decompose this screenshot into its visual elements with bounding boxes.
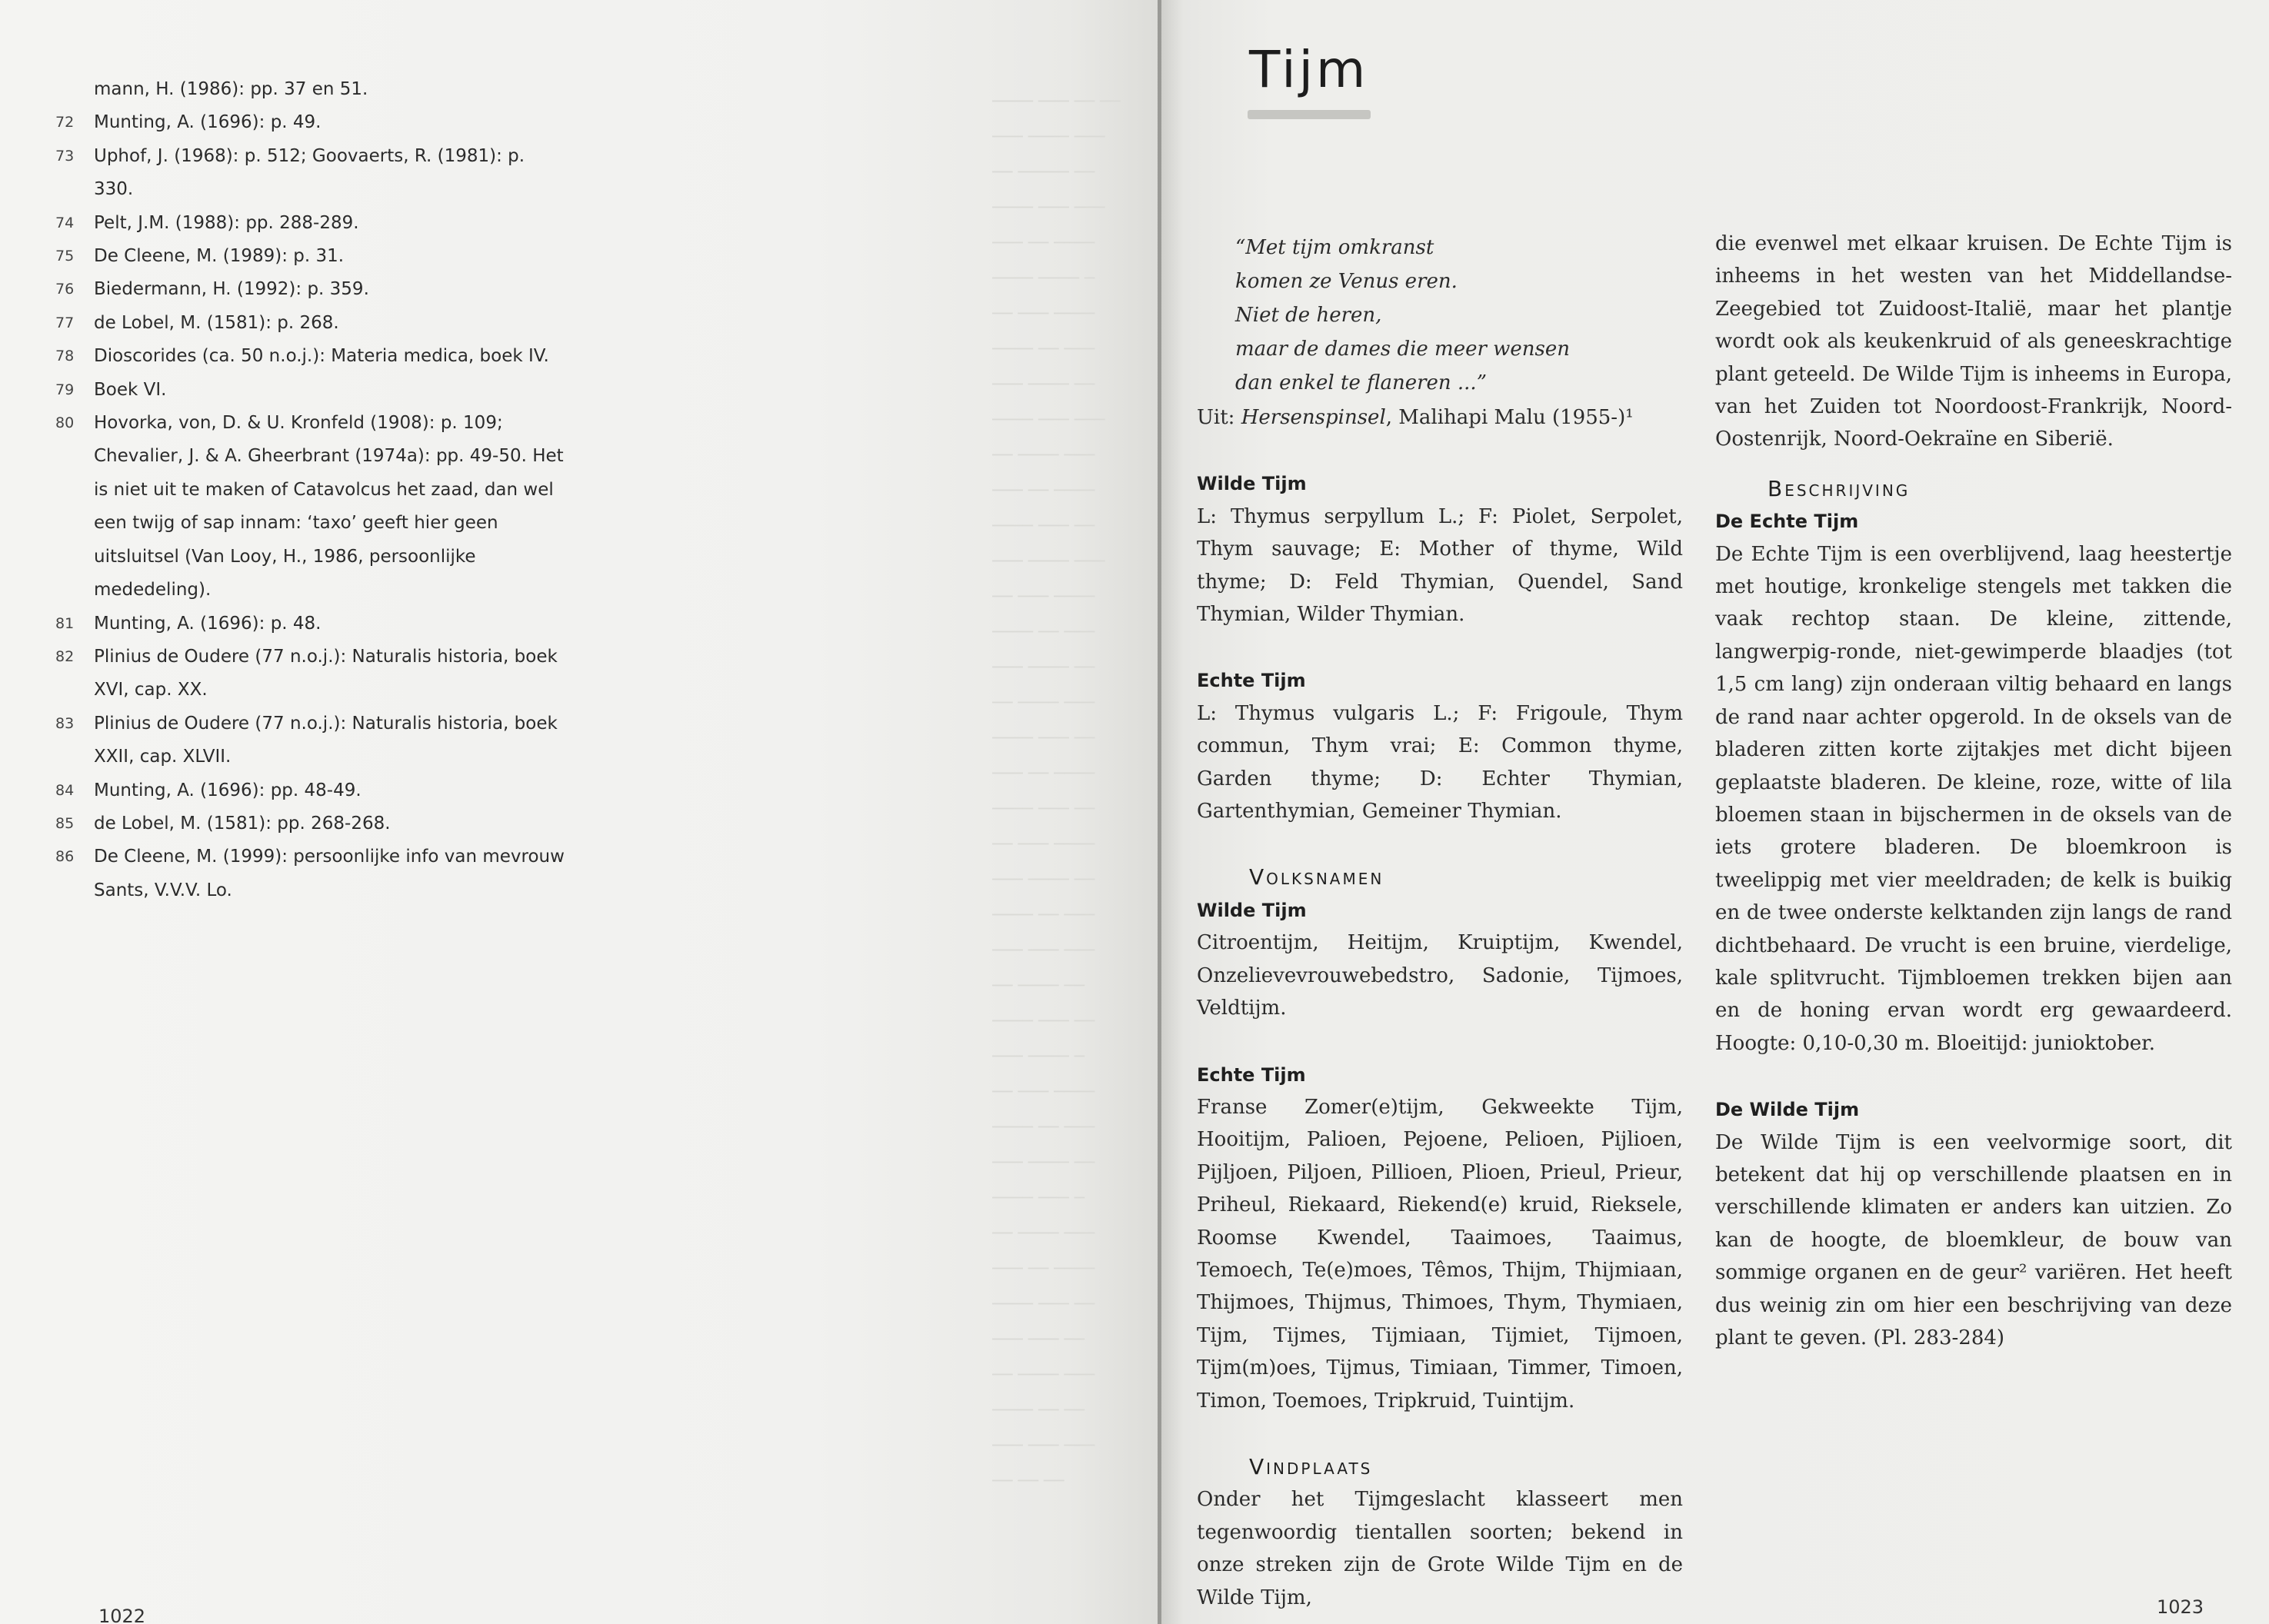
endnote-item — [46, 307, 569, 340]
wilde-tijm-heading: Wilde Tijm — [1197, 473, 1307, 495]
endnote-item — [46, 106, 569, 139]
endnote-item — [46, 340, 569, 373]
endnote-text: Munting, A. (1696): p. 48. — [94, 613, 322, 634]
endnote-item — [46, 240, 569, 273]
vindplaats-continuation: die evenwel met elkaar kruisen. De Echte Tijm is inheems in het westen van het Middellandse-Zeegebied tot Zuidoost-Italië, maar het plantje wordt ook als keukenkruid of als geneeskrachtige plant geteeld. De Wilde Tijm is inheems in Europa, van het Zuiden tot Noordoost-Frankrijk, Noord-Oostenrijk, Noord-Oekraïne en Siberië. — [1715, 232, 2232, 451]
endnote-item — [46, 207, 569, 240]
endnote-number: 77 — [55, 314, 75, 331]
epigraph-line: dan enkel te flaneren ...” — [1235, 371, 1487, 394]
vindplaats-text: Onder het Tijmgeslacht klasseert men tegenwoordig tientallen soorten; bekend in onze streken zijn de Grote Wilde Tijm en de Wilde Tijm, — [1197, 1488, 1683, 1609]
endnote-text: de Lobel, M. (1581): pp. 268-268. — [94, 813, 391, 834]
endnote-item — [46, 607, 569, 641]
echte-tijm-heading: Echte Tijm — [1197, 670, 1306, 692]
endnote-item — [46, 273, 569, 306]
wilde-tijm-names: L: Thymus serpyllum L.; F: Piolet, Serpolet, Thym sauvage; E: Mother of thyme, Wild thyme; D: Feld Thymian, Quendel, Sand Thymian, Wilder Thymian. — [1197, 504, 1683, 627]
epigraph-line: “Met tijm omkranst — [1235, 236, 1434, 259]
epigraph-source — [1197, 401, 1683, 434]
right-page-column-2 — [1715, 228, 2232, 1354]
endnote-number: 76 — [55, 281, 75, 298]
endnote-text: De Cleene, M. (1999): persoonlijke info van mevrouw Sants, V.V.V. Lo. — [94, 847, 565, 900]
endnote-text: Boek VI. — [94, 379, 167, 400]
endnote-text: mann, H. (1986): pp. 37 en 51. — [94, 79, 368, 99]
endnote-text: Munting, A. (1696): p. 49. — [94, 112, 322, 133]
endnote-number: 84 — [55, 781, 75, 799]
endnote-number: 81 — [55, 614, 75, 632]
endnote-number: 74 — [55, 214, 75, 231]
endnote-text: De Cleene, M. (1989): p. 31. — [94, 246, 345, 267]
endnote-text: Biedermann, H. (1992): p. 359. — [94, 279, 369, 300]
page-number-left: 1022 — [98, 1606, 146, 1624]
endnote-item — [46, 807, 569, 840]
epigraph-line: Niet de heren, — [1235, 304, 1382, 327]
endnote-item — [46, 73, 569, 106]
volks-wilde-heading: Wilde Tijm — [1197, 899, 1307, 921]
endnote-text: Dioscorides (ca. 50 n.o.j.): Materia medica, boek IV. — [94, 346, 549, 367]
endnote-item — [46, 374, 569, 407]
vindplaats-heading: Vindplaats — [1249, 1453, 1373, 1479]
endnote-number: 75 — [55, 248, 75, 265]
volks-echte-heading: Echte Tijm — [1197, 1063, 1306, 1086]
epigraph-source-author: , Malihapi Malu (1955-)¹ — [1385, 406, 1634, 429]
endnote-number: 85 — [55, 814, 75, 832]
endnote-number: 82 — [55, 647, 75, 665]
endnotes-list — [46, 73, 569, 907]
chapter-title: Tijm — [1249, 40, 1369, 99]
endnote-text: Uphof, J. (1968): p. 512; Goovaerts, R. (1981): p. 330. — [94, 145, 525, 200]
echte-desc-heading: De Echte Tijm — [1715, 511, 1859, 533]
echte-desc-text: De Echte Tijm is een overblijvend, laag heestertje met houtige, kronkelige stengels met takken die vaak rechtop staan. De kleine, zittende, langwerpig-ronde, niet-gewimperde blaadjes (tot 1,5 cm lang) zijn onderaan viltig behaard en langs de rand naar achter opgerold. In de oksels van de bladeren zitten korte zijtakjes met dicht bijeen geplaatste bladeren. De kleine, roze, witte of lila bloemen staan in bijschermen in de oksels van de iets grotere bladeren. De bloemkroon is tweelippig met vier meeldraden; de kelk is buikig en de twee onderste kelktanden zijn langs de rand dichtbehaard. De vrucht is een bruine, vierdelige, kale splitvrucht. Tijmbloemen trekken bijen aan en de honing ervan wordt erg gewaardeerd. Hoogte: 0,10-0,30 m. Bloeitijd: junioktober. — [1715, 542, 2232, 1055]
endnote-text: Plinius de Oudere (77 n.o.j.): Naturalis historia, boek XVI, cap. XX. — [94, 646, 558, 701]
bleed-through-text: ──── ─── ── ── ─── ──── ─── ── ───── ── ──── ─── ─── ─── ── ──── ──── ──── ─ ── ─── ──── ──── ── ─── ─── ──── ── ──── ─── ─── ── ──── ─── ─── ── ──── ──── ─── ── ─── ──── ─── ── ─── ──── ──── ── ─── ─── ──── ── ── ──── ─── ──── ─── ── ─── ── ──── ──── ─── ── ── ─── ──── ─── ──── ── ──── ── ─── ─── ─── ─── ── ──── ── ──── ─── ── ─── ──── ─ ── ─── ──── ──── ── ─── ─── ──── ── ──── ─── ─ ── ──── ─── ─── ── ──── ──── ─── ── ─── ─── ── ── ──── ─── ──── ── ── ─── ─── ─── ── ── ── — [992, 92, 1121, 1491]
volksnamen-heading: Volksnamen — [1249, 864, 1384, 890]
endnote-number: 83 — [55, 714, 75, 732]
endnote-number: 80 — [55, 414, 75, 432]
endnote-item — [46, 840, 569, 907]
endnote-number: 73 — [55, 147, 75, 165]
endnote-item — [46, 140, 569, 207]
epigraph-source-book: Hersenspinsel — [1241, 406, 1386, 429]
wilde-desc-text: De Wilde Tijm is een veelvormige soort, dit betekent dat hij op verschillende plaatsen en in verschillende klimaten er anders kan uitzien. Zo kan de hoogte, de bloemkleur, de bouw van sommige organen en de geur² variëren. Het heeft dus weinig zin om hier een beschrijving van deze plant te geven. (Pl. 283-284) — [1715, 1130, 2232, 1349]
title-underline — [1248, 110, 1371, 119]
echte-tijm-names: L: Thymus vulgaris L.; F: Frigoule, Thym commun, Thym vrai; E: Common thyme, Garden thyme; D: Echter Thymian, Gartenthymian, Gemeiner Thymian. — [1197, 701, 1683, 824]
endnote-item — [46, 707, 569, 774]
endnote-text: de Lobel, M. (1581): p. 268. — [94, 312, 339, 333]
beschrijving-heading: Beschrijving — [1768, 475, 1911, 501]
endnote-number: 72 — [55, 114, 75, 131]
endnote-number: 86 — [55, 848, 75, 866]
endnote-number: 78 — [55, 348, 75, 365]
volks-echte-text: Franse Zomer(e)tijm, Gekweekte Tijm, Hooitijm, Palioen, Pejoene, Pelioen, Pijlioen, Pijljoen, Piljoen, Pillioen, Plioen, Prieul, Prieur, Priheul, Riekaard, Riekend(e) kruid, Rieksele, Roomse Kwendel, Taaimoes, Taaimus, Temoech, Te(e)moes, Têmos, Thijm, Thijmiaan, Thijmoes, Thijmus, Thimoes, Thym, Thymiaen, Tijm, Tijmes, Tijmiaan, Tijmiet, Tijmoen, Tijm(m)oes, Tijmus, Timiaan, Timmer, Timoen, Timon, Toemoes, Tripkruid, Tuintijm. — [1197, 1095, 1683, 1413]
epigraph-line: maar de dames die meer wensen — [1235, 338, 1571, 361]
right-page-column-1 — [1197, 231, 1683, 1614]
epigraph-line: komen ze Venus eren. — [1235, 270, 1458, 293]
endnote-number: 79 — [55, 381, 75, 398]
right-page — [1161, 0, 2269, 1624]
page-number-right: 1023 — [2157, 1596, 2204, 1618]
endnote-text: Hovorka, von, D. & U. Kronfeld (1908): p. 109; Chevalier, J. & A. Gheerbrant (1974a): pp. 49-50. Het is niet uit te maken of Catavolcus het zaad, dan wel een twijg of sap innam: ‘taxo’ geeft hier geen uitsluitsel (Van Looy, H., 1986, persoonlijke mededeling). — [94, 413, 564, 601]
endnote-text: Pelt, J.M. (1988): pp. 288-289. — [94, 212, 359, 233]
endnote-item — [46, 774, 569, 807]
endnote-text: Plinius de Oudere (77 n.o.j.): Naturalis historia, boek XXII, cap. XLVII. — [94, 713, 558, 767]
epigraph — [1197, 231, 1683, 400]
endnote-item — [46, 641, 569, 707]
endnote-text: Munting, A. (1696): pp. 48-49. — [94, 780, 362, 800]
epigraph-source-prefix: Uit: — [1197, 406, 1241, 429]
volks-wilde-text: Citroentijm, Heitijm, Kruiptijm, Kwendel, Onzelievevrouwebedstro, Sadonie, Tijmoes, Veldtijm. — [1197, 931, 1683, 1020]
wilde-desc-heading: De Wilde Tijm — [1715, 1099, 1860, 1121]
endnote-item — [46, 407, 569, 607]
